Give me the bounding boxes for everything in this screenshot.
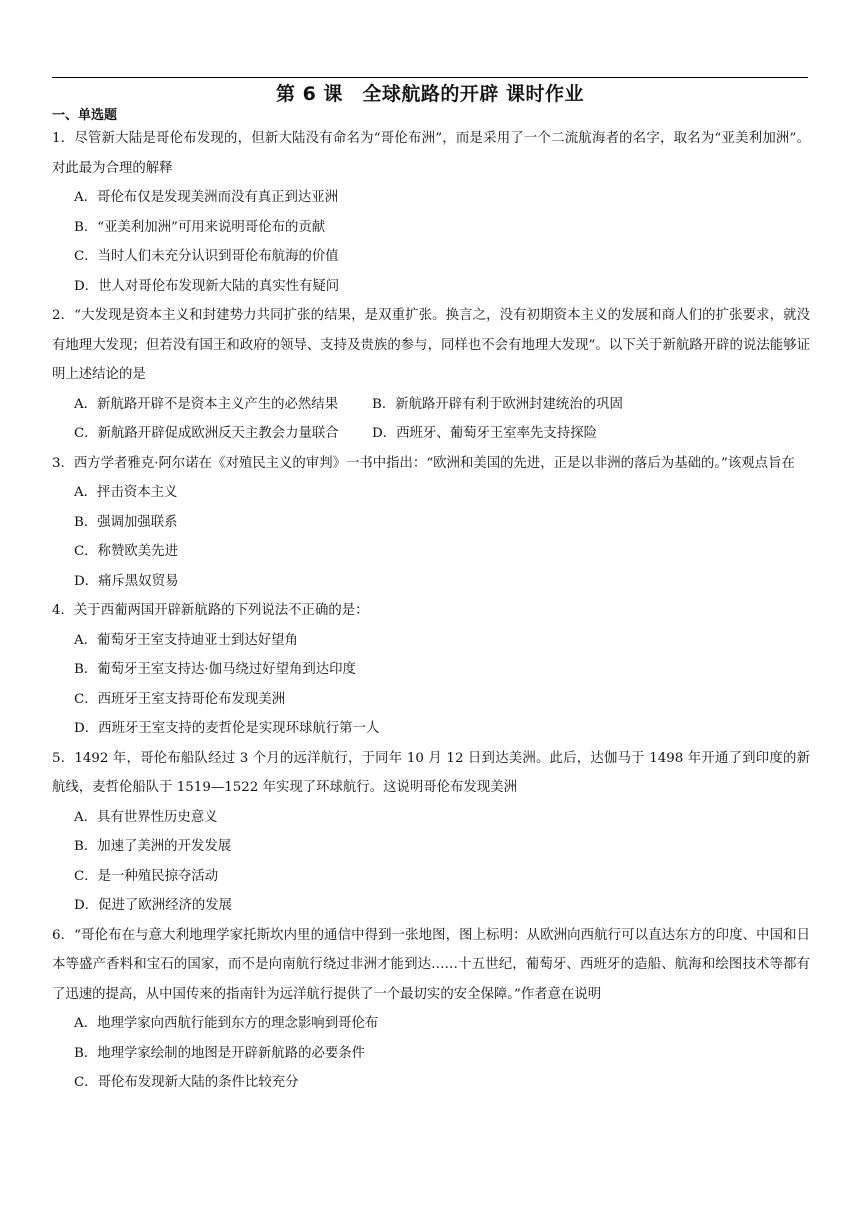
option-b: B．加速了美洲的开发发展 [74, 839, 232, 854]
option-c: C．当时人们未充分认识到哥伦布航海的价值 [74, 249, 339, 264]
question-stem: 3．西方学者雅克·阿尔诺在《对殖民主义的审判》一书中指出：“欧洲和美国的先进，正是以非洲的落后为基础的。”该观点旨在 [52, 455, 795, 471]
question-stem: 5．1492 年，哥伦布船队经过 3 个月的远洋航行，于同年 10 月 12 日到达美洲。此后，达伽马于 1498 年开通了到印度的新航线，麦哲伦船队于 1519—1522 年实现了环球航行。这说明哥伦布发现美洲 [52, 750, 810, 795]
option-b: B．地理学家绘制的地图是开辟新航路的必要条件 [74, 1045, 366, 1061]
option-d: D．痛斥黑奴贸易 [74, 573, 179, 589]
question-stem: 2．“大发现是资本主义和封建势力共同扩张的结果，是双重扩张。换言之，没有初期资本主义的发展和商人们的扩张要求，就没有地理大发现；但若没有国王和政府的领导、支持及贵族的参与，同样也不会有地理大发现”。以下关于新航路开辟的说法能够证明上述结论的是 [52, 308, 810, 382]
option-a: A．葡萄牙王室支持迪亚士到达好望角 [74, 632, 298, 648]
question-1 [52, 124, 810, 301]
option-row-cd [52, 419, 810, 449]
option-b: B．强调加强联系 [74, 514, 178, 530]
question-3 [52, 449, 810, 597]
option-c: C．西班牙王室支持哥伦布发现美洲 [74, 691, 286, 707]
option-b: B．“亚美利加洲”可用来说明哥伦布的贡献 [74, 219, 326, 235]
option-c: C．哥伦布发现新大陆的条件比较充分 [74, 1075, 299, 1090]
option-a: A．具有世界性历史意义 [74, 809, 218, 825]
option-b: B．新航路开辟有利于欧洲封建统治的巩固 [372, 396, 623, 412]
option-d: D．西班牙、葡萄牙王室率先支持探险 [372, 426, 597, 441]
option-row-ab [52, 390, 810, 420]
question-4 [52, 596, 810, 744]
option-b: B．葡萄牙王室支持达·伽马绕过好望角到达印度 [74, 662, 356, 677]
question-list [52, 124, 810, 1098]
option-a: A．新航路开辟不是资本主义产生的必然结果 [74, 396, 339, 412]
option-d: D．促进了欧洲经济的发展 [74, 898, 233, 913]
question-6 [52, 921, 810, 1098]
option-d: D．西班牙王室支持的麦哲伦是实现环球航行第一人 [74, 721, 380, 736]
option-c: C．新航路开辟促成欧洲反天主教会力量联合 [74, 426, 339, 441]
option-d: D．世人对哥伦布发现新大陆的真实性有疑问 [74, 278, 340, 294]
option-c: C．称赞欧美先进 [74, 544, 178, 559]
option-a: A．抨击资本主义 [74, 485, 178, 500]
question-stem: 6．“哥伦布在与意大利地理学家托斯坎内里的通信中得到一张地图，图上标明：从欧洲向西航行可以直达东方的印度、中国和日本等盛产香料和宝石的国家，而不是向南航行绕过非洲才能到达……十五世纪，葡萄牙、西班牙的造船、航海和绘图技术等都有了迅速的提高，从中国传来的指南针为远洋航行提供了一个最切实的安全保障。”作者意在说明 [52, 927, 810, 1002]
header-rule [52, 77, 808, 78]
option-a: A．地理学家向西航行能到东方的理念影响到哥伦布 [74, 1016, 379, 1031]
question-stem: 1．尽管新大陆是哥伦布发现的，但新大陆没有命名为“哥伦布洲”，而是采用了一个二流航海者的名字，取名为“亚美利加洲”。对此最为合理的解释 [52, 131, 810, 176]
document-title: 第 6 课 全球航路的开辟 课时作业 [275, 83, 585, 105]
question-5 [52, 744, 810, 921]
section-title: 一、单选题 [52, 108, 118, 123]
question-2 [52, 301, 810, 449]
option-c: C．是一种殖民掠夺活动 [74, 868, 219, 884]
question-stem: 4．关于西葡两国开辟新航路的下列说法不正确的是： [52, 603, 369, 618]
option-a: A．哥伦布仅是发现美洲而没有真正到达亚洲 [74, 190, 339, 205]
